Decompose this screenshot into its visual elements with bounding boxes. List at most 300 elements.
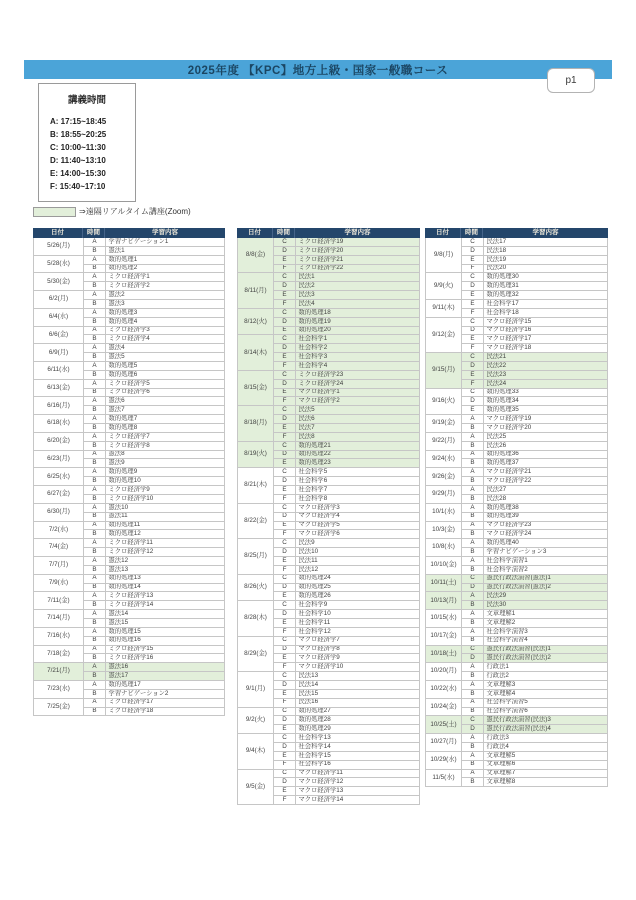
date-cell: 6/25(水) — [34, 468, 84, 486]
time-slot-cell: D — [274, 716, 296, 725]
subject-cell: 文章理解5 — [484, 752, 608, 761]
column-header: 日付 — [425, 228, 461, 238]
subject-cell: 文章理解1 — [484, 610, 608, 619]
subject-cell: マクロ経済学22 — [484, 477, 608, 486]
subject-cell: 社会科学演習2 — [484, 566, 608, 575]
lecture-time-d: D: 11:40~13:10 — [50, 156, 106, 165]
lecture-times-box — [38, 83, 136, 202]
subject-cell: 憲法5 — [106, 353, 225, 362]
time-slot-cell: C — [274, 504, 296, 513]
date-cell: 8/26(火) — [238, 575, 274, 602]
table-header-row — [33, 228, 225, 238]
subject-cell: ミクロ経済学18 — [106, 708, 225, 717]
time-slot-cell: D — [274, 282, 296, 291]
time-slot-cell: A — [462, 522, 484, 531]
subject-cell: 社会科学4 — [296, 362, 420, 371]
time-slot-cell: E — [274, 389, 296, 398]
time-slot-cell: F — [274, 663, 296, 672]
subject-cell: 民法27 — [484, 486, 608, 495]
subject-cell: 民法16 — [296, 699, 420, 708]
time-slot-cell: D — [274, 681, 296, 690]
subject-cell: 数的処理26 — [296, 592, 420, 601]
subject-cell: 社会科学11 — [296, 619, 420, 628]
subject-cell: 数的処理15 — [106, 628, 225, 637]
time-slot-cell: D — [462, 654, 484, 663]
subject-cell: 社会科学7 — [296, 486, 420, 495]
date-cell: 6/2(月) — [34, 291, 84, 309]
subject-cell: ミクロ経済学3 — [106, 327, 225, 336]
subject-cell: 社会科学1 — [296, 335, 420, 344]
time-slot-cell: F — [274, 628, 296, 637]
subject-cell: 憲法16 — [106, 663, 225, 672]
column-header: 学習内容 — [152, 228, 178, 236]
time-slot-cell: C — [274, 672, 296, 681]
subject-cell: 数的処理32 — [484, 291, 608, 300]
subject-cell: 数的処理2 — [106, 265, 225, 274]
time-slot-cell: D — [462, 282, 484, 291]
time-slot-cell: D — [274, 743, 296, 752]
table-body — [425, 238, 608, 787]
subject-cell: マクロ経済学6 — [296, 530, 420, 539]
time-slot-cell: A — [462, 468, 484, 477]
subject-cell: 憲法3 — [106, 300, 225, 309]
date-cell: 10/3(金) — [426, 522, 462, 540]
subject-cell: マクロ経済学5 — [296, 522, 420, 531]
time-slot-cell: A — [84, 628, 106, 637]
subject-cell: ミクロ経済学11 — [106, 539, 225, 548]
date-cell: 9/11(木) — [426, 300, 462, 318]
time-slot-cell: C — [274, 601, 296, 610]
subject-cell: マクロ経済学7 — [296, 637, 420, 646]
time-slot-cell: B — [84, 601, 106, 610]
date-cell: 8/21(木) — [238, 468, 274, 503]
subject-cell: 民法29 — [484, 592, 608, 601]
time-slot-cell: F — [462, 265, 484, 274]
date-cell: 8/28(木) — [238, 601, 274, 636]
subject-cell: 数的処理24 — [296, 575, 420, 584]
time-slot-cell: B — [462, 690, 484, 699]
subject-cell: 数的処理30 — [484, 273, 608, 282]
time-slot-cell: A — [84, 291, 106, 300]
date-cell: 9/12(金) — [426, 318, 462, 353]
time-slot-cell: F — [462, 380, 484, 389]
time-slot-cell: F — [274, 495, 296, 504]
subject-cell: 憲法8 — [106, 451, 225, 460]
time-slot-cell: B — [84, 371, 106, 380]
column-header: 学習内容 — [344, 228, 371, 236]
date-cell: 7/18(金) — [34, 646, 84, 664]
subject-cell: 行政法1 — [484, 663, 608, 672]
subject-cell: 数的処理6 — [106, 371, 225, 380]
date-cell: 7/9(水) — [34, 575, 84, 593]
subject-cell: マクロ経済学12 — [296, 778, 420, 787]
subject-cell: ミクロ経済学2 — [106, 282, 225, 291]
time-slot-cell: B — [84, 530, 106, 539]
date-cell: 10/13(月) — [426, 592, 462, 610]
date-cell: 8/18(月) — [238, 406, 274, 441]
subject-cell: マクロ経済学8 — [296, 646, 420, 655]
remote-legend-label: ⇒遠隔リアルタイム講座(Zoom) — [79, 207, 191, 216]
time-slot-cell: B — [462, 513, 484, 522]
remote-legend-swatch — [33, 207, 76, 217]
subject-cell: ミクロ経済学8 — [106, 442, 225, 451]
time-slot-cell: A — [462, 699, 484, 708]
date-cell: 6/4(水) — [34, 309, 84, 327]
subject-cell: 数的処理27 — [296, 708, 420, 717]
time-slot-cell: A — [84, 380, 106, 389]
subject-cell: 社会科学14 — [296, 743, 420, 752]
time-slot-cell: B — [84, 265, 106, 274]
subject-cell: 憲法14 — [106, 610, 225, 619]
time-slot-cell: B — [84, 406, 106, 415]
subject-cell: 憲法9 — [106, 459, 225, 468]
table-body — [33, 238, 225, 716]
time-slot-cell: B — [462, 601, 484, 610]
time-slot-cell: B — [84, 548, 106, 557]
time-slot-cell: A — [84, 433, 106, 442]
time-slot-cell: E — [274, 256, 296, 265]
date-cell: 6/30(月) — [34, 504, 84, 522]
date-cell: 6/13(金) — [34, 380, 84, 398]
date-cell: 7/14(月) — [34, 610, 84, 628]
subject-cell: 民法26 — [484, 442, 608, 451]
time-slot-cell: B — [84, 637, 106, 646]
subject-cell: 民法22 — [484, 362, 608, 371]
subject-cell: 文章理解8 — [484, 778, 608, 787]
lecture-times-list — [39, 115, 135, 193]
subject-cell: ミクロ経済学5 — [106, 380, 225, 389]
time-slot-cell: F — [274, 530, 296, 539]
time-slot-cell: E — [274, 557, 296, 566]
time-slot-cell: F — [462, 344, 484, 353]
time-slot-cell: E — [274, 522, 296, 531]
time-slot-cell: A — [84, 557, 106, 566]
subject-cell: 社会科学15 — [296, 752, 420, 761]
time-slot-cell: D — [462, 584, 484, 593]
subject-cell: 数的処理34 — [484, 397, 608, 406]
time-slot-cell: D — [274, 344, 296, 353]
subject-cell: マクロ経済学16 — [484, 327, 608, 336]
time-slot-cell: E — [274, 459, 296, 468]
time-slot-cell: C — [274, 708, 296, 717]
subject-cell: ミクロ経済学16 — [106, 654, 225, 663]
date-cell: 10/24(金) — [426, 699, 462, 717]
time-slot-cell: E — [274, 654, 296, 663]
subject-cell: 社会科学演習1 — [484, 557, 608, 566]
subject-cell: 憲法12 — [106, 557, 225, 566]
subject-cell: 民法20 — [484, 265, 608, 274]
subject-cell: マクロ経済学14 — [296, 796, 420, 805]
time-slot-cell: A — [84, 663, 106, 672]
subject-cell: ミクロ経済学24 — [296, 380, 420, 389]
subject-cell: 学習ナビゲーション2 — [106, 690, 225, 699]
time-slot-cell: D — [274, 584, 296, 593]
subject-cell: 文章理解2 — [484, 619, 608, 628]
subject-cell: ミクロ経済学12 — [106, 548, 225, 557]
date-cell: 7/4(金) — [34, 539, 84, 557]
subject-cell: 民法1 — [296, 273, 420, 282]
subject-cell: ミクロ経済学21 — [296, 256, 420, 265]
time-slot-cell: B — [462, 495, 484, 504]
subject-cell: 社会科学17 — [484, 300, 608, 309]
course-title-bar — [24, 60, 612, 79]
subject-cell: 社会科学2 — [296, 344, 420, 353]
date-cell: 8/15(金) — [238, 371, 274, 406]
date-cell: 7/16(水) — [34, 628, 84, 646]
subject-cell: マクロ経済学21 — [484, 468, 608, 477]
subject-cell: 数的処理28 — [296, 716, 420, 725]
subject-cell: マクロ経済学9 — [296, 654, 420, 663]
time-slot-cell: A — [84, 362, 106, 371]
time-slot-cell: C — [274, 770, 296, 779]
subject-cell: マクロ経済学18 — [484, 344, 608, 353]
subject-cell: 数的処理35 — [484, 406, 608, 415]
subject-cell: 民法18 — [484, 247, 608, 256]
remote-class-legend — [33, 206, 191, 217]
time-slot-cell: B — [462, 459, 484, 468]
time-slot-cell: A — [462, 504, 484, 513]
time-slot-cell: D — [274, 513, 296, 522]
subject-cell: 社会科学13 — [296, 734, 420, 743]
time-slot-cell: B — [462, 761, 484, 770]
subject-cell: 数的処理19 — [296, 318, 420, 327]
subject-cell: 数的処理25 — [296, 584, 420, 593]
date-cell: 6/11(水) — [34, 362, 84, 380]
subject-cell: マクロ経済学2 — [296, 397, 420, 406]
subject-cell: 数的処理10 — [106, 477, 225, 486]
time-slot-cell: B — [84, 335, 106, 344]
time-slot-cell: A — [462, 610, 484, 619]
subject-cell: ミクロ経済学22 — [296, 265, 420, 274]
time-slot-cell: B — [84, 282, 106, 291]
time-slot-cell: E — [462, 291, 484, 300]
subject-cell: 民法14 — [296, 681, 420, 690]
subject-cell: 憲民行政法演習(民法)4 — [484, 725, 608, 734]
subject-cell: 憲民行政法演習(憲法)2 — [484, 584, 608, 593]
date-cell: 9/26(金) — [426, 468, 462, 486]
time-slot-cell: A — [84, 699, 106, 708]
subject-cell: 社会科学9 — [296, 601, 420, 610]
time-slot-cell: C — [462, 353, 484, 362]
subject-cell: 数的処理4 — [106, 318, 225, 327]
date-cell: 8/22(金) — [238, 504, 274, 539]
time-slot-cell: A — [462, 433, 484, 442]
time-slot-cell: B — [84, 690, 106, 699]
date-cell: 8/29(金) — [238, 637, 274, 672]
subject-cell: 憲法11 — [106, 513, 225, 522]
time-slot-cell: C — [462, 238, 484, 247]
date-cell: 10/11(土) — [426, 575, 462, 593]
subject-cell: 学習ナビゲーション3 — [484, 548, 608, 557]
time-slot-cell: D — [462, 327, 484, 336]
time-slot-cell: A — [462, 734, 484, 743]
time-slot-cell: B — [84, 672, 106, 681]
time-slot-cell: D — [274, 477, 296, 486]
subject-cell: 社会科学演習6 — [484, 708, 608, 717]
subject-cell: ミクロ経済学7 — [106, 433, 225, 442]
date-cell: 7/11(金) — [34, 592, 84, 610]
date-cell: 8/25(月) — [238, 539, 274, 574]
subject-cell: ミクロ経済学13 — [106, 592, 225, 601]
date-cell: 6/20(金) — [34, 433, 84, 451]
time-slot-cell: B — [84, 584, 106, 593]
time-slot-cell: C — [274, 637, 296, 646]
subject-cell: 数的処理7 — [106, 415, 225, 424]
subject-cell: 行政法4 — [484, 743, 608, 752]
subject-cell: 民法4 — [296, 300, 420, 309]
column-header: 時間 — [83, 228, 105, 238]
subject-cell: 社会科学3 — [296, 353, 420, 362]
date-cell: 9/29(月) — [426, 486, 462, 504]
subject-cell: マクロ経済学3 — [296, 504, 420, 513]
table-header-row — [425, 228, 608, 238]
time-slot-cell: A — [84, 522, 106, 531]
time-slot-cell: A — [84, 592, 106, 601]
date-cell: 10/29(水) — [426, 752, 462, 770]
subject-cell: 数的処理38 — [484, 504, 608, 513]
time-slot-cell: C — [462, 716, 484, 725]
time-slot-cell: A — [84, 610, 106, 619]
date-cell: 9/4(木) — [238, 734, 274, 769]
subject-cell: 数的処理13 — [106, 575, 225, 584]
subject-cell: マクロ経済学11 — [296, 770, 420, 779]
time-slot-cell: B — [462, 619, 484, 628]
subject-cell: 数的処理17 — [106, 681, 225, 690]
time-slot-cell: D — [274, 610, 296, 619]
time-slot-cell: A — [462, 770, 484, 779]
time-slot-cell: F — [274, 362, 296, 371]
time-slot-cell: B — [84, 654, 106, 663]
time-slot-cell: C — [274, 539, 296, 548]
subject-cell: 数的処理18 — [296, 309, 420, 318]
time-slot-cell: B — [462, 442, 484, 451]
subject-cell: 憲法6 — [106, 397, 225, 406]
time-slot-cell: B — [462, 778, 484, 787]
time-slot-cell: A — [462, 539, 484, 548]
time-slot-cell: D — [462, 725, 484, 734]
subject-cell: 数的処理11 — [106, 522, 225, 531]
time-slot-cell: B — [84, 247, 106, 256]
time-slot-cell: A — [84, 646, 106, 655]
subject-cell: ミクロ経済学6 — [106, 389, 225, 398]
time-slot-cell: F — [274, 397, 296, 406]
date-cell: 8/14(木) — [238, 335, 274, 370]
time-slot-cell: D — [274, 318, 296, 327]
time-slot-cell: C — [274, 468, 296, 477]
time-slot-cell: E — [274, 424, 296, 433]
time-slot-cell: C — [462, 273, 484, 282]
date-cell: 9/15(月) — [426, 353, 462, 388]
time-slot-cell: B — [84, 619, 106, 628]
subject-cell: 数的処理40 — [484, 539, 608, 548]
subject-cell: 憲法15 — [106, 619, 225, 628]
time-slot-cell: E — [462, 335, 484, 344]
time-slot-cell: F — [274, 300, 296, 309]
lecture-time-a: A: 17:15~18:45 — [50, 117, 107, 126]
time-slot-cell: D — [274, 646, 296, 655]
time-slot-cell: E — [462, 371, 484, 380]
time-slot-cell: C — [274, 309, 296, 318]
time-slot-cell: D — [274, 451, 296, 460]
subject-cell: 憲民行政法演習(憲法)1 — [484, 575, 608, 584]
subject-cell: 数的処理12 — [106, 530, 225, 539]
date-cell: 5/30(金) — [34, 273, 84, 291]
time-slot-cell: E — [274, 787, 296, 796]
date-cell: 7/23(水) — [34, 681, 84, 699]
column-header: 時間 — [273, 228, 295, 238]
subject-cell: 数的処理3 — [106, 309, 225, 318]
subject-cell: 民法13 — [296, 672, 420, 681]
time-slot-cell: B — [84, 459, 106, 468]
date-cell: 9/22(月) — [426, 433, 462, 451]
subject-cell: 民法9 — [296, 539, 420, 548]
date-cell: 10/22(水) — [426, 681, 462, 699]
time-slot-cell: B — [84, 708, 106, 717]
subject-cell: マクロ経済学19 — [484, 415, 608, 424]
subject-cell: 民法19 — [484, 256, 608, 265]
table-header-row — [237, 228, 420, 238]
date-cell: 10/15(水) — [426, 610, 462, 628]
date-cell: 6/18(水) — [34, 415, 84, 433]
time-slot-cell: E — [274, 486, 296, 495]
date-cell: 9/8(月) — [426, 238, 462, 273]
subject-cell: 民法23 — [484, 371, 608, 380]
time-slot-cell: A — [84, 397, 106, 406]
time-slot-cell: F — [274, 699, 296, 708]
time-slot-cell: A — [462, 486, 484, 495]
course-title: 2025年度 【KPC】地方上級・国家一般職コース — [187, 64, 449, 77]
subject-cell: 数的処理14 — [106, 584, 225, 593]
subject-cell: 民法15 — [296, 690, 420, 699]
time-slot-cell: B — [84, 566, 106, 575]
subject-cell: 数的処理21 — [296, 442, 420, 451]
date-cell: 8/12(火) — [238, 309, 274, 336]
subject-cell: 民法7 — [296, 424, 420, 433]
lecture-time-f: F: 15:40~17:10 — [50, 182, 106, 191]
subject-cell: 数的処理16 — [106, 637, 225, 646]
subject-cell: 民法2 — [296, 282, 420, 291]
time-slot-cell: B — [84, 477, 106, 486]
time-slot-cell: B — [462, 743, 484, 752]
time-slot-cell: E — [274, 353, 296, 362]
date-cell: 7/7(月) — [34, 557, 84, 575]
subject-cell: 社会科学演習4 — [484, 637, 608, 646]
time-slot-cell: C — [462, 318, 484, 327]
time-slot-cell: B — [462, 477, 484, 486]
date-cell: 6/27(金) — [34, 486, 84, 504]
time-slot-cell: E — [274, 592, 296, 601]
date-cell: 10/25(土) — [426, 716, 462, 734]
date-cell: 9/1(月) — [238, 672, 274, 707]
time-slot-cell: A — [84, 451, 106, 460]
time-slot-cell: B — [84, 300, 106, 309]
subject-cell: マクロ経済学17 — [484, 335, 608, 344]
subject-cell: 行政法2 — [484, 672, 608, 681]
time-slot-cell: A — [84, 415, 106, 424]
time-slot-cell: D — [462, 362, 484, 371]
time-slot-cell: A — [84, 238, 106, 247]
subject-cell: 憲法4 — [106, 344, 225, 353]
subject-cell: 民法6 — [296, 415, 420, 424]
time-slot-cell: E — [462, 406, 484, 415]
time-slot-cell: C — [274, 406, 296, 415]
time-slot-cell: F — [274, 796, 296, 805]
subject-cell: 民法12 — [296, 566, 420, 575]
subject-cell: 社会科学演習3 — [484, 628, 608, 637]
time-slot-cell: F — [274, 265, 296, 274]
subject-cell: 憲民行政法演習(民法)1 — [484, 646, 608, 655]
subject-cell: 社会科学10 — [296, 610, 420, 619]
